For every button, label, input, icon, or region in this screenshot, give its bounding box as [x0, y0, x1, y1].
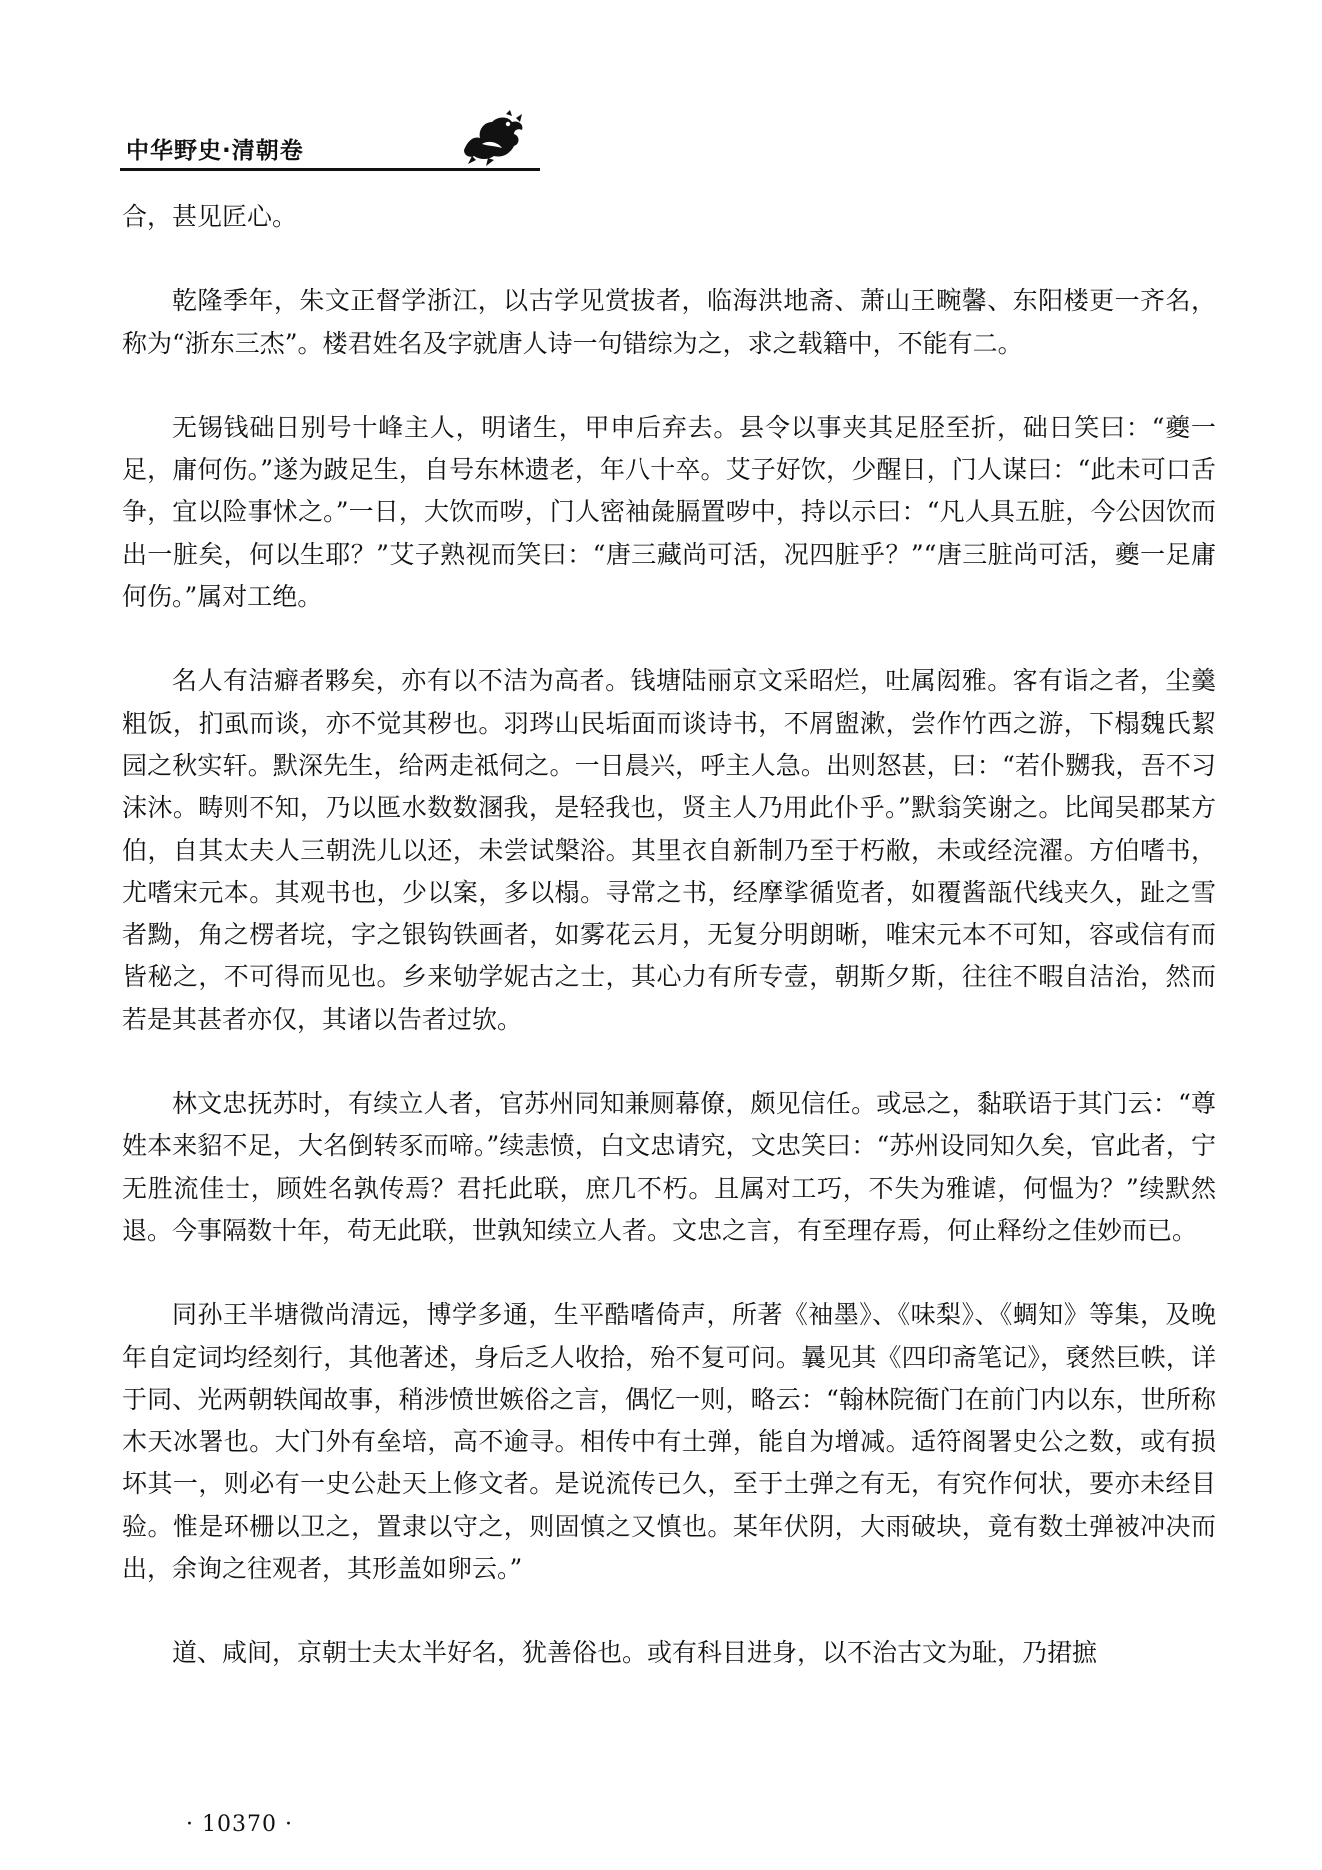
running-header — [120, 118, 540, 172]
dragon-icon — [458, 110, 530, 166]
header-rule — [120, 168, 540, 171]
page-number: · 10370 · — [186, 1812, 293, 1837]
paragraph-2: 乾隆季年，朱文正督学浙江，以古学见赏拔者，临海洪地斋、萧山王畹馨、东阳楼更一齐名，称为“浙东三杰”。楼君姓名及字就唐人诗一句错综为之，求之载籍中，不能有二。 — [122, 286, 1216, 358]
paragraph-3: 无锡钱础日别号十峰主人，明诸生，甲申后弃去。县令以事夹其足胫至折，础日笑曰：“夔一足，庸何伤。”遂为跛足生，自号东林遗老，年八十卒。艾子好饮，少醒日，门人谋曰：“此未可口舌争，宜以险事怵之。”一日，大饮而哕，门人密袖彘膈置哕中，持以示曰：“凡人具五脏，今公因饮而出一脏矣，何以生耶？”艾子熟视而笑曰：“唐三藏尚可活，况四脏乎？”“唐三脏尚可活，夔一足庸何伤。”属对工绝。 — [122, 412, 1216, 612]
book-title: 中华野史·清朝卷 — [126, 138, 304, 164]
paragraph-7: 道、咸间，京朝士夫太半好名，犹善俗也。或有科目进身，以不治古文为耻，乃捃摭 — [172, 1638, 1098, 1668]
paragraph-5: 林文忠抚苏时，有续立人者，官苏州同知兼厕幕僚，颇见信任。或忌之，黏联语于其门云：“尊姓本来貂不足，大名倒转豕而啼。”续恚愤，白文忠请究，文忠笑曰：“苏州设同知久矣，官此者，宁无胜流佳士，顾姓名孰传焉？君托此联，庶几不朽。且属对工巧，不失为雅谑，何愠为？”续默然退。今事隔数十年，苟无此联，世孰知续立人者。文忠之言，有至理存焉，何止释纷之佳妙而已。 — [122, 1089, 1216, 1245]
paragraph-6: 同孙王半塘微尚清远，博学多通，生平酷嗜倚声，所著《袖墨》、《味梨》、《蜩知》等集，及晚年自定词均经刻行，其他著述，身后乏人收拾，殆不复可问。曩见其《四印斋笔记》，褎然巨帙，详于同、光两朝轶闻故事，稍涉愤世嫉俗之言，偶忆一则，略云：“翰林院衙门在前门内以东，世所称木天冰署也。大门外有垒培，高不逾寻。相传中有土弹，能自为增减。适符阁署史公之数，或有损坏其一，则必有一史公赴天上修文者。是说流传已久，至于土弹之有无，有究作何状，要亦未经目验。惟是环栅以卫之，置隶以守之，则固慎之又慎也。某年伏阴，大雨破块，竟有数土弹被冲决而出，余询之往观者，其形盖如卵云。” — [122, 1300, 1216, 1584]
paragraph-1: 合，甚见匠心。 — [122, 202, 298, 231]
paragraph-4: 名人有洁癖者夥矣，亦有以不洁为高者。钱塘陆丽京文采昭烂，吐属闳雅。客有诣之者，尘羹粗饭，扪虱而谈，亦不觉其秽也。羽琌山民垢面而谈诗书，不屑盥漱，尝作竹西之游，下榻魏氏絜园之秋实轩。默深先生，给两走祗伺之。一日晨兴，呼主人急。出则怒甚，曰：“若仆嬲我，吾不习沫沐。畴则不知，乃以匜水数数溷我，是轻我也，贤主人乃用此仆乎。”默翁笑谢之。比闻吴郡某方伯，自其太夫人三朝洗儿以还，未尝试槃浴。其里衣自新制乃至于朽敝，未或经浣濯。方伯嗜书，尤嗜宋元本。其观书也，少以案，多以榻。寻常之书，经摩挲循览者，如覆酱瓿代线夹久，趾之雪者黝，角之楞者垸，字之银钩铁画者，如雾花云月，无复分明朗晰，唯宋元本不可知，容或信有而皆秘之，不可得而见也。乡来劬学妮古之士，其心力有所专壹，朝斯夕斯，往往不暇自洁治，然而若是其甚者亦仅，其诸以告者过欤。 — [122, 666, 1216, 1034]
body-text — [122, 196, 1216, 1717]
